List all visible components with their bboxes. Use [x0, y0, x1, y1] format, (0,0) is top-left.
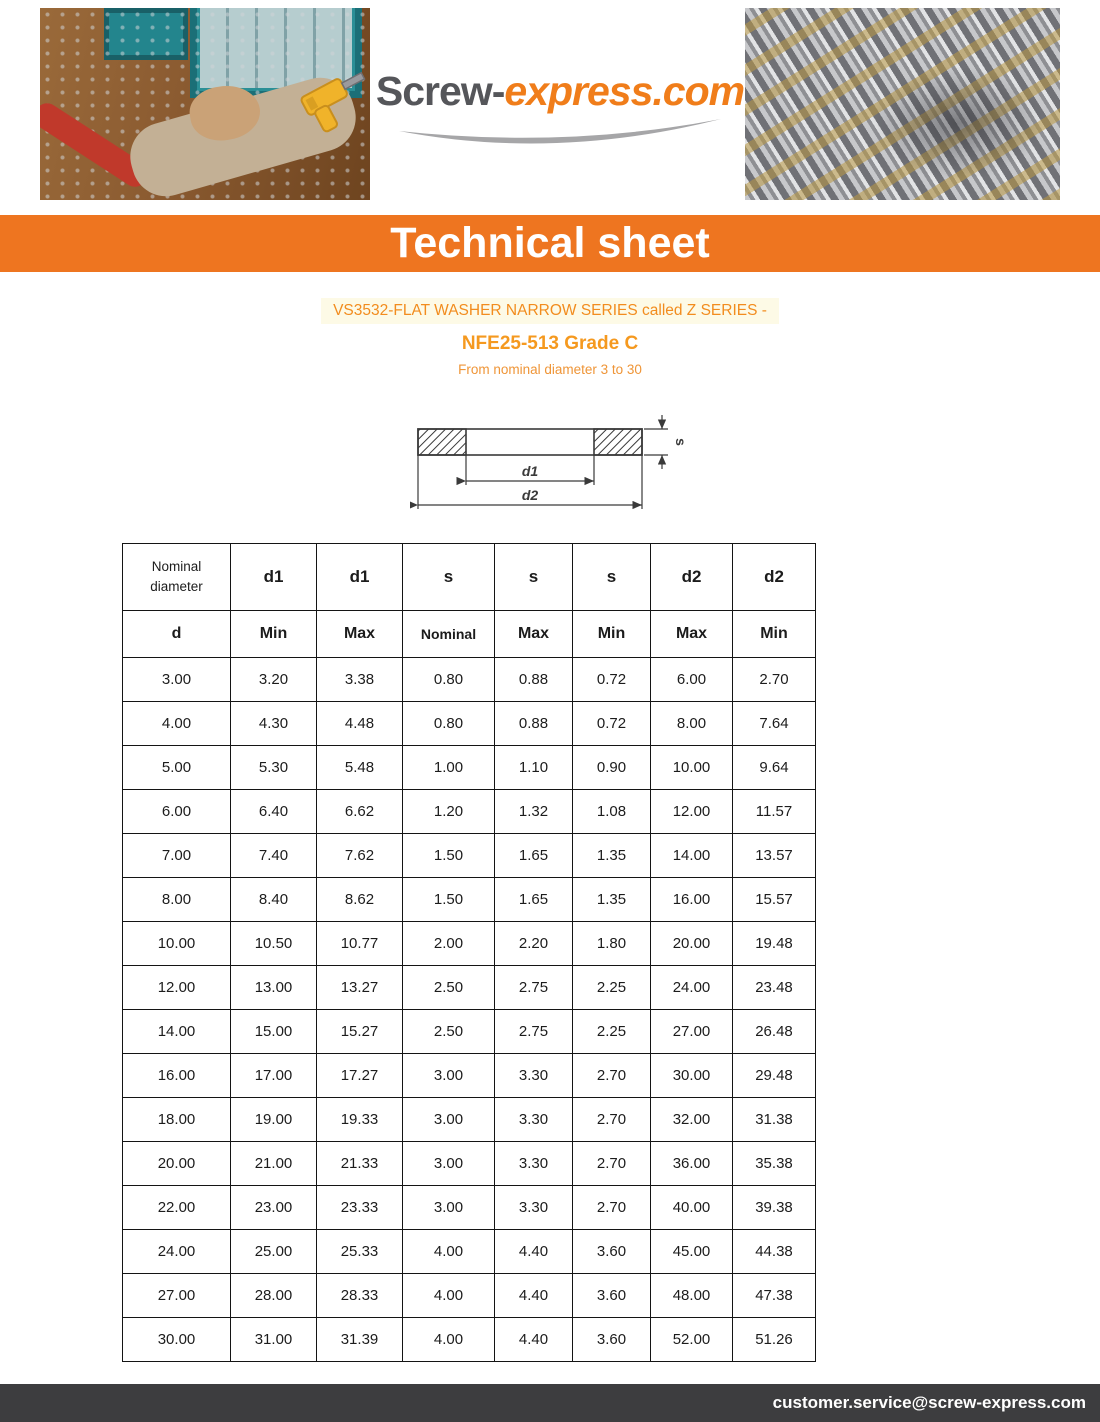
table-row	[123, 922, 816, 966]
table-cell: 1.65	[495, 834, 573, 878]
subheader-min: Min	[733, 611, 816, 658]
table-cell: 20.00	[651, 922, 733, 966]
table-cell: 31.00	[231, 1318, 317, 1362]
table-cell: 3.00	[403, 1054, 495, 1098]
diagram-s-label: s	[673, 438, 689, 446]
table-cell: 2.50	[403, 1010, 495, 1054]
col-header-s-nominal: s	[403, 544, 495, 611]
table-cell: 14.00	[123, 1010, 231, 1054]
table-cell: 2.20	[495, 922, 573, 966]
subheader-max: Max	[651, 611, 733, 658]
table-cell: 16.00	[123, 1054, 231, 1098]
col-header-d1-min: d1	[231, 544, 317, 611]
table-row	[123, 1230, 816, 1274]
table-cell: 8.00	[123, 878, 231, 922]
table-cell: 3.60	[573, 1318, 651, 1362]
table-cell: 10.00	[123, 922, 231, 966]
logo-swoosh	[395, 117, 725, 151]
logo-text	[376, 68, 744, 114]
table-cell: 3.38	[317, 658, 403, 702]
table-row	[123, 702, 816, 746]
table-cell: 7.62	[317, 834, 403, 878]
table-cell: 18.00	[123, 1098, 231, 1142]
table-cell: 22.00	[123, 1186, 231, 1230]
subheader-max: Max	[495, 611, 573, 658]
table-cell: 11.57	[733, 790, 816, 834]
table-row	[123, 746, 816, 790]
table-cell: 30.00	[651, 1054, 733, 1098]
table-cell: 6.00	[123, 790, 231, 834]
screws-photo	[745, 8, 1060, 200]
table-cell: 31.39	[317, 1318, 403, 1362]
table-cell: 19.48	[733, 922, 816, 966]
table-cell: 0.72	[573, 658, 651, 702]
table-cell: 2.75	[495, 966, 573, 1010]
table-cell: 7.64	[733, 702, 816, 746]
table-cell: 1.08	[573, 790, 651, 834]
table-cell: 20.00	[123, 1142, 231, 1186]
table-row	[123, 1010, 816, 1054]
table-row	[123, 834, 816, 878]
table-cell: 8.40	[231, 878, 317, 922]
table-cell: 52.00	[651, 1318, 733, 1362]
table-header-row-1	[123, 544, 816, 611]
table-cell: 7.00	[123, 834, 231, 878]
table-cell: 15.27	[317, 1010, 403, 1054]
table-header-row-2	[123, 611, 816, 658]
col-header-s-min: s	[573, 544, 651, 611]
table-cell: 13.57	[733, 834, 816, 878]
table-row	[123, 1318, 816, 1362]
table-cell: 25.33	[317, 1230, 403, 1274]
photo-decor	[871, 66, 1044, 181]
sheet-subtitle: VS3532-FLAT WASHER NARROW SERIES called Z SERIES -	[321, 298, 779, 324]
table-cell: 4.40	[495, 1230, 573, 1274]
table-cell: 2.50	[403, 966, 495, 1010]
sheet-standard: NFE25-513 Grade C	[461, 333, 639, 354]
table-cell: 7.40	[231, 834, 317, 878]
table-cell: 10.77	[317, 922, 403, 966]
table-cell: 10.50	[231, 922, 317, 966]
table-cell: 21.00	[231, 1142, 317, 1186]
table-cell: 4.40	[495, 1318, 573, 1362]
table-row	[123, 966, 816, 1010]
table-cell: 3.30	[495, 1142, 573, 1186]
table-cell: 1.32	[495, 790, 573, 834]
banner-title: Technical sheet	[390, 219, 710, 267]
table-cell: 3.00	[403, 1098, 495, 1142]
table-cell: 5.30	[231, 746, 317, 790]
table-cell: 19.00	[231, 1098, 317, 1142]
table-cell: 47.38	[733, 1274, 816, 1318]
table-cell: 13.27	[317, 966, 403, 1010]
table-cell: 48.00	[651, 1274, 733, 1318]
table-cell: 3.00	[403, 1186, 495, 1230]
logo-part-express: express.com	[504, 68, 745, 114]
table-cell: 21.33	[317, 1142, 403, 1186]
table-cell: 15.57	[733, 878, 816, 922]
table-row	[123, 1142, 816, 1186]
table-cell: 17.27	[317, 1054, 403, 1098]
table-cell: 23.48	[733, 966, 816, 1010]
col-header-s-max: s	[495, 544, 573, 611]
table-cell: 6.00	[651, 658, 733, 702]
table-cell: 1.50	[403, 878, 495, 922]
table-cell: 19.33	[317, 1098, 403, 1142]
table-cell: 3.60	[573, 1274, 651, 1318]
subheader-d: d	[123, 611, 231, 658]
table-cell: 44.38	[733, 1230, 816, 1274]
col-header-d2-min: d2	[733, 544, 816, 611]
table-cell: 3.00	[403, 1142, 495, 1186]
table-cell: 16.00	[651, 878, 733, 922]
logo	[370, 68, 750, 151]
table-cell: 4.00	[403, 1230, 495, 1274]
subheader-max: Max	[317, 611, 403, 658]
table-cell: 32.00	[651, 1098, 733, 1142]
subheader-min: Min	[573, 611, 651, 658]
table-cell: 0.80	[403, 658, 495, 702]
table-row	[123, 1098, 816, 1142]
table-head	[123, 544, 816, 658]
subheader-nominal: Nominal	[403, 611, 495, 658]
table-cell: 3.30	[495, 1054, 573, 1098]
table-cell: 14.00	[651, 834, 733, 878]
page-footer	[0, 1384, 1100, 1422]
table-cell: 45.00	[651, 1230, 733, 1274]
drill-icon	[292, 52, 376, 136]
table-cell: 23.00	[231, 1186, 317, 1230]
table-cell: 26.48	[733, 1010, 816, 1054]
table-cell: 3.00	[123, 658, 231, 702]
table-cell: 6.62	[317, 790, 403, 834]
banner	[0, 215, 1100, 272]
table-cell: 15.00	[231, 1010, 317, 1054]
table-cell: 24.00	[123, 1230, 231, 1274]
table-cell: 3.20	[231, 658, 317, 702]
table-cell: 2.70	[573, 1098, 651, 1142]
col-header-d2-max: d2	[651, 544, 733, 611]
table-cell: 4.48	[317, 702, 403, 746]
table-cell: 24.00	[651, 966, 733, 1010]
table-cell: 12.00	[651, 790, 733, 834]
table-cell: 12.00	[123, 966, 231, 1010]
table-cell: 30.00	[123, 1318, 231, 1362]
title-block	[0, 298, 1100, 377]
table-row	[123, 790, 816, 834]
table-cell: 1.20	[403, 790, 495, 834]
table-cell: 36.00	[651, 1142, 733, 1186]
table-cell: 4.00	[403, 1318, 495, 1362]
table-cell: 1.35	[573, 834, 651, 878]
table-cell: 5.48	[317, 746, 403, 790]
table-cell: 2.25	[573, 966, 651, 1010]
table-cell: 3.30	[495, 1186, 573, 1230]
table-row	[123, 1274, 816, 1318]
table-cell: 4.00	[123, 702, 231, 746]
table-cell: 1.00	[403, 746, 495, 790]
contact-email: customer.service@screw-express.com	[772, 1393, 1086, 1412]
table-cell: 2.70	[733, 658, 816, 702]
table-cell: 4.40	[495, 1274, 573, 1318]
table-cell: 10.00	[651, 746, 733, 790]
col-header-nominal-diameter: Nominal diameter	[123, 544, 231, 611]
table-cell: 2.70	[573, 1054, 651, 1098]
table-cell: 8.00	[651, 702, 733, 746]
table-cell: 1.50	[403, 834, 495, 878]
table-cell: 28.33	[317, 1274, 403, 1318]
table-cell: 28.00	[231, 1274, 317, 1318]
diagram-d1-label: d1	[521, 463, 539, 479]
logo-part-screw: Screw-	[375, 68, 505, 114]
table-row	[123, 1054, 816, 1098]
table-row	[123, 658, 816, 702]
table-cell: 6.40	[231, 790, 317, 834]
table-cell: 31.38	[733, 1098, 816, 1142]
table-cell: 2.70	[573, 1142, 651, 1186]
table-cell: 27.00	[123, 1274, 231, 1318]
table-row	[123, 1186, 816, 1230]
table-cell: 40.00	[651, 1186, 733, 1230]
table-cell: 17.00	[231, 1054, 317, 1098]
table-cell: 27.00	[651, 1010, 733, 1054]
table-cell: 0.80	[403, 702, 495, 746]
table-cell: 25.00	[231, 1230, 317, 1274]
sheet-range: From nominal diameter 3 to 30	[458, 362, 642, 377]
table-cell: 5.00	[123, 746, 231, 790]
table-cell: 51.26	[733, 1318, 816, 1362]
diagram-area	[0, 413, 1100, 530]
spec-table	[122, 543, 816, 1362]
page-header	[0, 0, 1100, 215]
table-cell: 1.10	[495, 746, 573, 790]
table-cell: 8.62	[317, 878, 403, 922]
table-cell: 4.30	[231, 702, 317, 746]
table-cell: 29.48	[733, 1054, 816, 1098]
table-cell: 1.80	[573, 922, 651, 966]
subheader-min: Min	[231, 611, 317, 658]
table-cell: 1.35	[573, 878, 651, 922]
table-cell: 2.00	[403, 922, 495, 966]
table-cell: 0.88	[495, 702, 573, 746]
table-cell: 4.00	[403, 1274, 495, 1318]
washer-diagram	[410, 413, 690, 525]
diagram-d2-label: d2	[521, 487, 539, 503]
table-cell: 13.00	[231, 966, 317, 1010]
table-cell: 3.60	[573, 1230, 651, 1274]
table-cell: 3.30	[495, 1098, 573, 1142]
table-row	[123, 878, 816, 922]
table-cell: 2.25	[573, 1010, 651, 1054]
col-header-d1-max: d1	[317, 544, 403, 611]
table-cell: 0.90	[573, 746, 651, 790]
table-cell: 1.65	[495, 878, 573, 922]
table-cell: 39.38	[733, 1186, 816, 1230]
table-cell: 2.75	[495, 1010, 573, 1054]
table-body	[123, 658, 816, 1362]
table-cell: 0.72	[573, 702, 651, 746]
table-cell: 2.70	[573, 1186, 651, 1230]
table-cell: 0.88	[495, 658, 573, 702]
table-cell: 23.33	[317, 1186, 403, 1230]
table-cell: 35.38	[733, 1142, 816, 1186]
table-cell: 9.64	[733, 746, 816, 790]
